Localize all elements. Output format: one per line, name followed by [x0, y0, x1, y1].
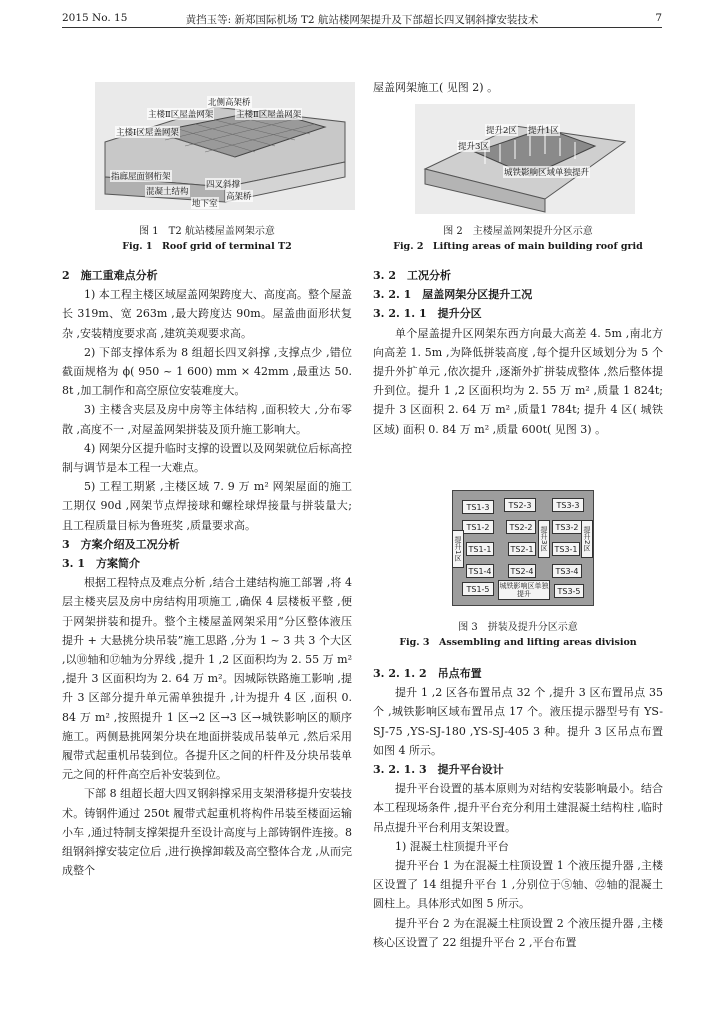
- fig3-bottom-label: 城铁影响区单独提升: [499, 582, 549, 598]
- section-3-1-heading: 3. 1 方案简介: [62, 557, 140, 571]
- fig1-label: 高架桥: [226, 192, 252, 202]
- fig1-label: 指廊屋面钢桁架: [111, 172, 171, 182]
- section-2-heading: 2 施工重难点分析: [62, 269, 158, 282]
- figure-2-caption-cn: 图 2 主楼屋盖网架提升分区示意: [443, 226, 593, 237]
- figure-2-image: [415, 104, 635, 214]
- figure-3-caption: [373, 620, 663, 650]
- zone-cell: TS1-3: [462, 500, 494, 514]
- fig3-side-label: 提升1区: [452, 530, 464, 568]
- right-column-mid: [373, 266, 663, 439]
- zone-cell: TS2-4: [508, 564, 536, 578]
- fig3-side-label: 提升3区: [538, 520, 550, 558]
- paragraph: 提升平台 2 为在混凝土柱顶设置 2 个液压提升器 ,主楼核心区设置了 22 组提升平台 2 ,平台布置: [373, 916, 663, 949]
- figure-3-caption-cn: 图 3 拼装及提升分区示意: [458, 622, 578, 633]
- zone-cell: TS1-5: [462, 582, 494, 596]
- paragraph: 5) 工程工期紧 ,主楼区域 7. 9 万 m² 网架屋面的施工工期仅 90d ,网架节点焊接球和螺栓球焊接量与拼装量大; 且工程质量目标为鲁班奖 ,质量要求高。: [62, 480, 352, 532]
- zone-cell: TS1-2: [462, 520, 494, 534]
- fig1-label: 混凝土结构: [146, 187, 189, 197]
- section-3-2-1-1-heading: 3. 2. 1. 1 提升分区: [373, 307, 482, 321]
- fig1-label: 主楼Ⅰ区屋盖网架: [116, 128, 179, 138]
- paragraph: 3) 主楼含夹层及房中房等主体结构 ,面积较大 ,分布零散 ,高度不一 ,对屋盖网架拼装及顶升施工影响大。: [62, 403, 352, 436]
- paragraph: 下部 8 组超长超大四叉钢斜撑采用支架滑移提升安装技术。铸钢件通过 250t 履带式起重机将构件吊装至楼面运输小车 ,通过特制支撑架提升至设计高度与上部铸钢件连接。8 组钢斜撑安装定位后 ,进行换撑卸载及高空整体合龙 ,从而完成整个: [62, 787, 352, 878]
- figure-1-caption: [62, 224, 352, 254]
- header-rule: [62, 27, 662, 28]
- fig1-label: 地下室: [192, 199, 218, 209]
- paragraph: 根据工程特点及难点分析 ,结合土建结构施工部署 ,将 4 层主楼夹层及房中房结构用项施工 ,确保 4 层楼板平整 ,便于网架拼装和提升。整个主楼屋盖网架采用“分区整体液压提升 + 大悬挑分块吊装”施工思路 ,分为 1 ~ 3 共 3 个大区 ,以⑩轴和⑰轴为分界线 ,提升 1 ,2 区面积均为 2. 55 万 m² ,提升 3 区面积均为 2. 64 万 m²。因城际铁路施工影响 ,提升 3 区部分提升单元需单独提升 ,计为提升 4 区 ,面积 0. 84 万 m² ,按照提升 1 区→2 区→3 区→城铁影响区的顺序施工。两侧悬挑网架分块在地面拼装成吊装单元 ,然后采用履带式起重机吊装到位。各提升区之间的杆件及分块吊装单元之间的杆件高空后补安装到位。: [62, 576, 352, 782]
- paragraph: 4) 网架分区提升临时支撑的设置以及网架就位后标高控制与调节是本工程一大难点。: [62, 441, 352, 475]
- left-column: [62, 266, 352, 881]
- figure-3: [452, 490, 592, 604]
- section-3-2-1-3-heading: 3. 2. 1. 3 提升平台设计: [373, 763, 504, 777]
- paragraph: 提升 1 ,2 区各布置吊点 32 个 ,提升 3 区布置吊点 35 个 ,城铁影响区域布置吊点 17 个。液压提示器型号有 YS-SJ-75 ,YS-SJ-180 ,YS-SJ-405 3 种。提升 3 区吊点布置如图 4 所示。: [373, 686, 663, 757]
- paragraph-continued: 屋盖网架施工( 见图 2) 。: [373, 81, 499, 94]
- paragraph: 1) 混凝土柱顶提升平台: [395, 839, 509, 853]
- section-3-2-heading: 3. 2 工况分析: [373, 269, 451, 282]
- figure-1-caption-en: Fig. 1 Roof grid of terminal T2: [122, 241, 292, 252]
- section-3-2-1-2-heading: 3. 2. 1. 2 吊点布置: [373, 667, 482, 680]
- paragraph: 1) 本工程主楼区域屋盖网架跨度大、高度高。整个屋盖长 319m、宽 263m ,最大跨度达 90m。屋盖曲面形状复杂 ,安装精度要求高 ,建筑美观要求高。: [62, 288, 352, 340]
- right-column-bottom: [373, 664, 663, 952]
- fig1-label: 主楼Ⅱ区屋盖网架: [236, 110, 302, 120]
- journal-issue: 2015 No. 15: [62, 12, 128, 24]
- figure-1: [95, 82, 355, 210]
- paragraph: 2) 下部支撑体系为 8 组超长四叉斜撑 ,支撑点少 ,错位截面规格为 ϕ( 950 ~ 1 600) mm × 42mm ,最重达 50. 8t ,加工制作和高空原位安装难度大。: [62, 345, 352, 398]
- figure-2-caption: [373, 224, 663, 254]
- fig1-label: 主楼Ⅱ区屋盖网架: [148, 110, 214, 120]
- section-3-2-1-heading: 3. 2. 1 屋盖网架分区提升工况: [373, 288, 533, 302]
- paragraph: 提升平台设置的基本原则为对结构安装影响最小。结合本工程现场条件 ,提升平台充分利用土建混凝土结构柱 ,临时吊点提升平台利用支架设置。: [373, 782, 663, 834]
- zone-cell: TS2-1: [508, 542, 536, 556]
- fig2-label: 城铁影响区域单独提升: [504, 168, 590, 178]
- fig2-label: 提升3区: [458, 142, 489, 152]
- zone-cell: TS3-3: [552, 498, 584, 512]
- figure-1-caption-cn: 图 1 T2 航站楼屋盖网架示意: [139, 226, 275, 237]
- fig3-side-label: 提升2区: [581, 520, 593, 558]
- zone-cell: TS2-3: [504, 498, 536, 512]
- zone-cell: TS2-2: [506, 520, 536, 534]
- right-column-top: [373, 78, 663, 97]
- figure-3-caption-en: Fig. 3 Assembling and lifting areas division: [399, 637, 637, 648]
- fig1-label: 北侧高架桥: [208, 98, 251, 108]
- zone-cell: TS3-4: [552, 564, 582, 578]
- zone-cell: TS1-4: [466, 564, 494, 578]
- section-3-heading: 3 方案介绍及工况分析: [62, 537, 180, 551]
- paragraph: 单个屋盖提升区网架东西方向最大高差 4. 5m ,南北方向高差 1. 5m ,为降低拼装高度 ,每个提升区域划分为 5 个提升外扩单元 ,依次提升 ,逐渐外扩拼装成整体 ,然后整体提升到位。提升 1 ,2 区面积均为 2. 55 万 m² ,质量 1 824t; 提升 3 区面积 2. 64 万 m² ,质量1 784t; 提升 4 区( 城铁区域) 面积 0. 84 万 m² ,质量 600t( 见图 3) 。: [373, 326, 663, 436]
- fig2-label: 提升1区: [528, 126, 559, 136]
- zone-cell: TS3-2: [552, 520, 582, 534]
- running-title: 黄挡玉等: 新郑国际机场 T2 航站楼网架提升及下部超长四叉钢斜撑安装技术: [185, 14, 539, 26]
- zone-cell: TS3-1: [552, 542, 580, 556]
- figure-2: [415, 104, 635, 214]
- figure-2-caption-en: Fig. 2 Lifting areas of main building roof grid: [393, 241, 643, 252]
- running-header: [0, 8, 724, 28]
- fig1-label: 四叉斜撑: [206, 180, 241, 190]
- paragraph: 提升平台 1 为在混凝土柱顶设置 1 个液压提升器 ,主楼区设置了 14 组提升平台 1 ,分别位于⑤轴、㉒轴的混凝土圆柱上。具体形式如图 5 所示。: [373, 859, 663, 911]
- page-number: 7: [655, 12, 662, 24]
- zone-cell: TS1-1: [466, 542, 494, 556]
- zone-cell: TS3-5: [554, 584, 584, 598]
- fig2-label: 提升2区: [486, 126, 517, 136]
